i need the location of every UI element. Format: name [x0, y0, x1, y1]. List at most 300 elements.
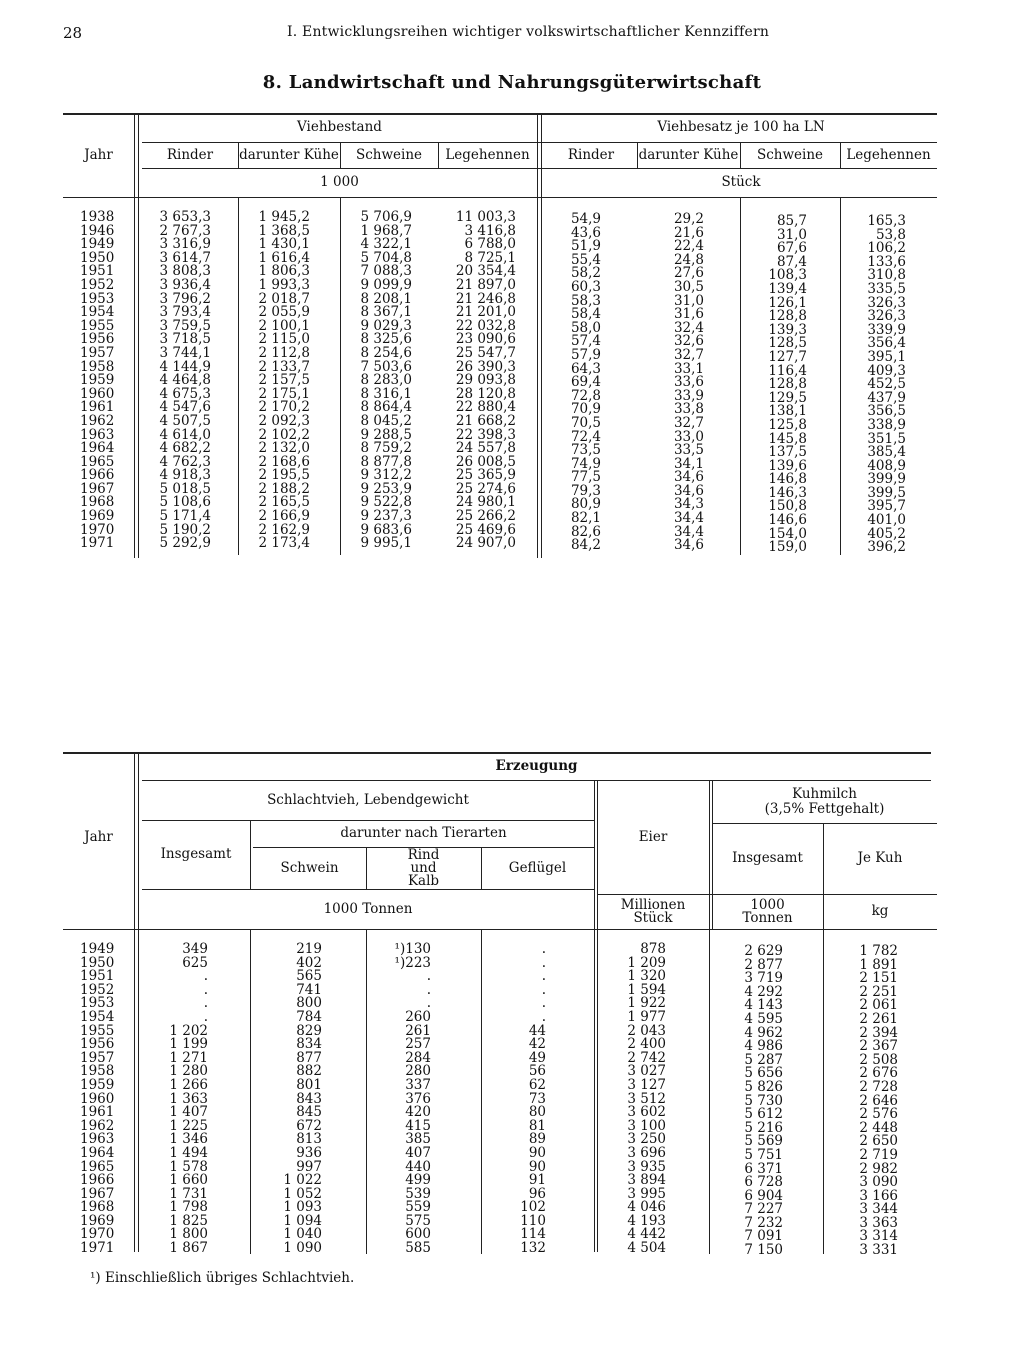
table-cell: 30,5 — [673, 278, 704, 295]
table-cell: 4 507,5 — [159, 412, 211, 429]
table-cell: 3 796,2 — [159, 290, 211, 307]
col-header-insgesamt: Insgesamt — [160, 846, 232, 862]
table-cell: 21,6 — [673, 224, 704, 241]
table-cell: 4 464,8 — [159, 372, 211, 389]
besatz-legehennen-column — [842, 215, 906, 555]
table-cell: . — [541, 1008, 546, 1025]
table-cell: 74,9 — [570, 455, 601, 472]
rind-kalb-column — [370, 943, 431, 1256]
table-cell: 349 — [182, 941, 208, 957]
table-cell: 53,8 — [875, 226, 906, 243]
table-cell: 2 166,9 — [258, 508, 310, 525]
table-cell: 3 936,4 — [159, 276, 211, 293]
table-cell: . — [426, 995, 431, 1012]
table-cell: 1 731 — [169, 1185, 208, 1202]
table-cell: 80 — [528, 1104, 546, 1121]
table-cell: 2 043 — [627, 1022, 666, 1039]
table-cell: 2 877 — [744, 956, 783, 973]
table-cell: 8 254,6 — [360, 344, 412, 361]
table-cell: 2 508 — [859, 1051, 898, 1068]
table-cell: 1 806,3 — [258, 263, 310, 280]
jahr-column-2 — [80, 943, 120, 1256]
col-header-je-kuh: Je Kuh — [857, 850, 903, 866]
section-title: 8. Landwirtschaft und Nahrungsgüterwirtschaft — [262, 72, 762, 93]
table-cell: 7 088,3 — [360, 263, 412, 280]
table-cell: 28 120,8 — [455, 385, 516, 402]
table-cell: 81 — [528, 1117, 546, 1134]
table-cell: 1952 — [80, 981, 115, 998]
table-cell: 7 232 — [744, 1214, 783, 1231]
table-cell: 146,8 — [768, 471, 807, 488]
table-cell: 128,5 — [768, 335, 807, 352]
table-cell: 395,1 — [867, 348, 906, 365]
table-cell: 55,4 — [570, 251, 601, 268]
table-cell: 539 — [405, 1185, 431, 1202]
table-cell: 7 091 — [744, 1228, 783, 1245]
table-cell: 79,3 — [570, 482, 601, 499]
table-cell: 90 — [528, 1158, 546, 1175]
table-cell: 3 090 — [859, 1174, 898, 1191]
table-cell: 3 696 — [627, 1144, 666, 1161]
table-cell: 7 150 — [744, 1242, 783, 1259]
table-cell: 2 650 — [859, 1133, 898, 1150]
table-cell: 625 — [182, 954, 208, 971]
table-cell: . — [426, 968, 431, 985]
table-cell: 49 — [528, 1049, 546, 1066]
table-cell: 31,6 — [673, 306, 704, 323]
table-cell: 1 798 — [169, 1199, 208, 1216]
table-cell: 1956 — [80, 1036, 115, 1053]
table-cell: 3 719 — [744, 970, 783, 987]
table-cell: 3 894 — [627, 1172, 666, 1189]
table-cell: 34,6 — [673, 469, 704, 486]
table-cell: 4 595 — [744, 1010, 783, 1027]
table-cell: 1 320 — [627, 968, 666, 985]
table-cell: 3 331 — [859, 1242, 898, 1259]
table-cell: 420 — [405, 1104, 431, 1121]
table-cell: 1958 — [80, 1063, 115, 1080]
col-header-eier: Eier — [638, 828, 668, 845]
table-cell: 1 225 — [169, 1117, 208, 1134]
table-cell: 128,8 — [768, 308, 807, 325]
table-cell: 440 — [405, 1158, 431, 1175]
table-cell: 2 448 — [859, 1119, 898, 1136]
table-cell: 58,4 — [570, 306, 601, 323]
table-cell: 4 144,9 — [159, 358, 211, 375]
table-cell: 335,5 — [867, 280, 906, 297]
table-cell: 33,1 — [673, 360, 704, 377]
table-cell: 5 292,9 — [159, 535, 211, 552]
col-header-gefluegel: Geflügel — [508, 859, 567, 876]
table-cell: 4 046 — [627, 1199, 666, 1216]
table-cell: 3 995 — [627, 1185, 666, 1202]
table-cell: 2 646 — [859, 1092, 898, 1109]
table-cell: 409,3 — [867, 362, 906, 379]
table-cell: 3 718,5 — [159, 331, 211, 348]
table-cell: 154,0 — [768, 525, 807, 542]
table-cell: 34,1 — [673, 455, 704, 472]
table-cell: 1 616,4 — [258, 249, 310, 266]
table-cell: 165,3 — [867, 213, 906, 229]
table-cell: 125,8 — [768, 416, 807, 433]
table-cell: 2 629 — [744, 943, 783, 959]
table-cell: 2 195,5 — [258, 467, 310, 484]
table-cell: 1960 — [80, 385, 115, 402]
table-cell: 1961 — [80, 1104, 115, 1121]
table-cell: 402 — [296, 954, 322, 971]
eier-column — [600, 943, 666, 1256]
table-cell: 280 — [405, 1063, 431, 1080]
table-cell: 4 193 — [627, 1212, 666, 1229]
table-cell: 25 274,6 — [455, 480, 516, 497]
table-cell: 21 668,2 — [455, 412, 516, 429]
table-cell: 4 918,3 — [159, 467, 211, 484]
col-header-rind-kalb: Rind und Kalb — [407, 846, 440, 889]
table-cell: 257 — [405, 1036, 431, 1053]
table-cell: 29,2 — [673, 211, 704, 227]
table-cell: . — [203, 981, 208, 998]
table-cell: 565 — [296, 968, 322, 985]
table-cell: 4 962 — [744, 1024, 783, 1041]
table-cell: 7 503,6 — [360, 358, 412, 375]
table-cell: 800 — [296, 995, 322, 1012]
table-cell: 159,0 — [768, 539, 807, 556]
table-cell: 3 935 — [627, 1158, 666, 1175]
table-cell: 24 907,0 — [455, 535, 516, 552]
table-cell: 1 363 — [169, 1090, 208, 1107]
table-cell: 56 — [528, 1063, 546, 1080]
table-cell: 84,2 — [570, 537, 601, 554]
table-cell: 415 — [405, 1117, 431, 1134]
table-cell: 73 — [528, 1090, 546, 1107]
table-cell: 2 394 — [859, 1024, 898, 1041]
table-cell: 3 808,3 — [159, 263, 211, 280]
table-cell: 1969 — [80, 1212, 115, 1229]
table-cell: 108,3 — [768, 267, 807, 284]
table-cell: 34,3 — [673, 496, 704, 513]
table-cell: . — [541, 981, 546, 998]
table-cell: 1966 — [80, 467, 115, 484]
table-cell: . — [203, 1008, 208, 1025]
table-cell: 70,9 — [570, 401, 601, 418]
table-cell: 396,2 — [867, 539, 906, 556]
table-cell: 1954 — [80, 304, 115, 321]
table-cell: 1955 — [80, 1022, 115, 1039]
table-cell: 60,3 — [570, 278, 601, 295]
table-cell: 8 283,0 — [360, 372, 412, 389]
table-cell: 133,6 — [867, 253, 906, 270]
table-cell: 129,5 — [768, 389, 807, 406]
table-cell: 3 512 — [627, 1090, 666, 1107]
table-cell: 26 390,3 — [455, 358, 516, 375]
col-header-jahr: Jahr — [84, 146, 113, 163]
table-cell: 2 132,0 — [258, 440, 310, 457]
table-cell: 82,6 — [570, 523, 601, 540]
table-cell: 5 706,9 — [360, 209, 412, 225]
table-cell: 2 728 — [859, 1078, 898, 1095]
table-cell: 1 093 — [283, 1199, 322, 1216]
table-cell: 2 133,7 — [258, 358, 310, 375]
kuehe-column — [240, 211, 310, 551]
table-cell: 2 168,6 — [258, 453, 310, 470]
table-cell: 126,1 — [768, 294, 807, 311]
table-cell: 3 100 — [627, 1117, 666, 1134]
table-cell: 34,6 — [673, 482, 704, 499]
table-cell: 69,4 — [570, 374, 601, 391]
table-cell: 110 — [520, 1212, 546, 1229]
table-cell: 85,7 — [776, 213, 807, 229]
table-cell: 3 027 — [627, 1063, 666, 1080]
table-cell: 32,6 — [673, 333, 704, 350]
besatz-kuehe-column — [640, 213, 704, 553]
table-cell: 6 728 — [744, 1174, 783, 1191]
table-cell: 21 246,8 — [455, 290, 516, 307]
table-cell: 1 280 — [169, 1063, 208, 1080]
col-header-b-schweine: Schweine — [756, 146, 824, 163]
table-cell: 8 759,2 — [360, 440, 412, 457]
table-cell: 1959 — [80, 372, 115, 389]
table-cell: 32,7 — [673, 414, 704, 431]
table-cell: 2 400 — [627, 1036, 666, 1053]
col-header-darunter: darunter nach Tierarten — [340, 825, 507, 841]
table-cell: 1 578 — [169, 1158, 208, 1175]
table-cell: 64,3 — [570, 360, 601, 377]
table-cell: 26 008,5 — [455, 453, 516, 470]
table-cell: 82,1 — [570, 510, 601, 527]
table-cell: 8 045,2 — [360, 412, 412, 429]
table-cell: 4 322,1 — [360, 236, 412, 253]
table-cell: 452,5 — [867, 376, 906, 393]
table-cell: 1 594 — [627, 981, 666, 998]
table-cell: 1 800 — [169, 1226, 208, 1243]
table-cell: 58,2 — [570, 265, 601, 282]
col-header-kuhmilch: Kuhmilch (3,5% Fettgehalt) — [764, 785, 885, 817]
table-cell: 5 171,4 — [159, 508, 211, 525]
table-cell: 9 288,5 — [360, 426, 412, 443]
table-cell: 27,6 — [673, 265, 704, 282]
table-cell: 261 — [405, 1022, 431, 1039]
table-cell: 91 — [528, 1172, 546, 1189]
table-cell: 1953 — [80, 995, 115, 1012]
table-cell: 1 202 — [169, 1022, 208, 1039]
table-cell: 2 100,1 — [258, 317, 310, 334]
table-cell: 1970 — [80, 1226, 115, 1243]
table-cell: 1 430,1 — [258, 236, 310, 253]
col-header-viehbestand: Viehbestand — [297, 119, 382, 135]
table-cell: 499 — [405, 1172, 431, 1189]
table-cell: 1 368,5 — [258, 222, 310, 239]
table-cell: 1963 — [80, 426, 115, 443]
table-cell: 34,4 — [673, 523, 704, 540]
table-cell: 4 614,0 — [159, 426, 211, 443]
table-cell: 25 547,7 — [455, 344, 516, 361]
table-cell: 25 365,9 — [455, 467, 516, 484]
table-cell: 138,1 — [768, 403, 807, 420]
table-cell: 2 092,3 — [258, 412, 310, 429]
table-cell: 3 166 — [859, 1187, 898, 1204]
table-cell: 77,5 — [570, 469, 601, 486]
table-cell: 9 312,2 — [360, 467, 412, 484]
table-cell: 1953 — [80, 290, 115, 307]
table-cell: 284 — [405, 1049, 431, 1066]
table-cell: 672 — [296, 1117, 322, 1134]
table-cell: 326,3 — [867, 294, 906, 311]
table-cell: 2 251 — [859, 983, 898, 1000]
table-cell: 9 099,9 — [360, 276, 412, 293]
table-cell: 31,0 — [776, 226, 807, 243]
table-cell: 90 — [528, 1144, 546, 1161]
table-cell: 2 157,5 — [258, 372, 310, 389]
table-cell: 31,0 — [673, 292, 704, 309]
table-cell: 6 371 — [744, 1160, 783, 1177]
table-cell: 351,5 — [867, 430, 906, 447]
table-cell: 2 261 — [859, 1010, 898, 1027]
table-cell: 128,8 — [768, 376, 807, 393]
table-cell: 784 — [296, 1008, 322, 1025]
table-cell: 139,6 — [768, 457, 807, 474]
table-cell: . — [426, 981, 431, 998]
col-header-b-legehennen: Legehennen — [846, 146, 931, 163]
table-cell: 145,8 — [768, 430, 807, 447]
table-cell: 8 877,8 — [360, 453, 412, 470]
table-cell: 399,9 — [867, 471, 906, 488]
table-cell: 1955 — [80, 317, 115, 334]
table-cell: 1 090 — [283, 1240, 322, 1257]
table-cell: 310,8 — [867, 267, 906, 284]
table-cell: 575 — [405, 1212, 431, 1229]
table-cell: 3 759,5 — [159, 317, 211, 334]
table-cell: 1 891 — [859, 956, 898, 973]
table-cell: 385 — [405, 1131, 431, 1148]
table-cell: 4 762,3 — [159, 453, 211, 470]
table-cell: 1971 — [80, 535, 115, 552]
table-cell: 437,9 — [867, 389, 906, 406]
table-cell: 3 744,1 — [159, 344, 211, 361]
table-cell: 1970 — [80, 521, 115, 538]
col-header-b-kuehe: darunter Kühe — [638, 146, 739, 163]
col-header-kuehe: darunter Kühe — [239, 146, 339, 163]
table-cell: 260 — [405, 1008, 431, 1025]
table-cell: 73,5 — [570, 442, 601, 459]
table-cell: 22 398,3 — [455, 426, 516, 443]
table-cell: 1950 — [80, 954, 115, 971]
table-cell: 2 102,2 — [258, 426, 310, 443]
col-header-b-rinder: Rinder — [567, 146, 615, 163]
table-cell: 43,6 — [570, 224, 601, 241]
table-cell: 6 788,0 — [464, 236, 516, 253]
table-cell: 8 725,1 — [464, 249, 516, 266]
col-header-rinder: Rinder — [166, 146, 214, 163]
col-header-viehbesatz: Viehbesatz je 100 ha LN — [657, 119, 825, 135]
table-cell: 70,5 — [570, 414, 601, 431]
table-cell: 2 188,2 — [258, 480, 310, 497]
table-cell: 67,6 — [776, 240, 807, 257]
table-cell: 1 052 — [283, 1185, 322, 1202]
table-cell: 6 904 — [744, 1187, 783, 1204]
table-cell: 339,9 — [867, 321, 906, 338]
table-cell: 4 292 — [744, 983, 783, 1000]
table-cell: 9 995,1 — [360, 535, 412, 552]
table-cell: 3 602 — [627, 1104, 666, 1121]
table-cell: 600 — [405, 1226, 431, 1243]
col-header-schlachtvieh: Schlachtvieh, Lebendgewicht — [267, 791, 469, 808]
schweine-column — [342, 211, 412, 551]
table-cell: 57,4 — [570, 333, 601, 350]
table-cell: 801 — [296, 1076, 322, 1093]
col-header-erzeugung: Erzeugung — [495, 757, 578, 774]
unit-label-kg: kg — [871, 903, 889, 919]
table-cell: 34,4 — [673, 510, 704, 527]
table-cell: 2 170,2 — [258, 399, 310, 416]
table-cell: 408,9 — [867, 457, 906, 474]
table-cell: 219 — [296, 941, 322, 957]
table-cell: 23 090,6 — [455, 331, 516, 348]
table-cell: 1962 — [80, 412, 115, 429]
table-cell: 1938 — [80, 209, 115, 225]
table-cell: 72,4 — [570, 428, 601, 445]
table-cell: 3 416,8 — [464, 222, 516, 239]
table-cell: 1 209 — [627, 954, 666, 971]
table-cell: 51,9 — [570, 238, 601, 255]
col-header-legehennen: Legehennen — [445, 146, 530, 163]
table-cell: 22 032,8 — [455, 317, 516, 334]
besatz-rinder-column — [545, 213, 601, 553]
table-cell: 127,7 — [768, 348, 807, 365]
unit-label-1000: 1 000 — [320, 174, 359, 190]
table-cell: 2 112,8 — [258, 344, 310, 361]
table-cell: 1960 — [80, 1090, 115, 1107]
table-cell: 3 344 — [859, 1201, 898, 1218]
table-cell: 356,4 — [867, 335, 906, 352]
table-cell: 878 — [640, 941, 666, 957]
table-cell: 137,5 — [768, 444, 807, 461]
table-cell: 116,4 — [768, 362, 807, 379]
table-cell: 32,4 — [673, 319, 704, 336]
table-cell: 877 — [296, 1049, 322, 1066]
table-cell: 44 — [528, 1022, 546, 1039]
table-cell: 5 704,8 — [360, 249, 412, 266]
table-cell: 385,4 — [867, 444, 906, 461]
table-cell: 1949 — [80, 941, 115, 957]
schwein-column — [260, 943, 322, 1256]
table-cell: 146,6 — [768, 512, 807, 529]
table-cell: 1952 — [80, 276, 115, 293]
table-cell: 42 — [528, 1036, 546, 1053]
table-cell: 5 287 — [744, 1051, 783, 1068]
table-cell: 997 — [296, 1158, 322, 1175]
table-cell: 1957 — [80, 1049, 115, 1066]
unit-label-mio-stueck: Millionen Stück — [620, 896, 686, 926]
table-cell: 399,5 — [867, 484, 906, 501]
table-cell: 395,7 — [867, 498, 906, 515]
table-cell: 5 569 — [744, 1133, 783, 1150]
table-cell: . — [203, 968, 208, 985]
table-cell: 1969 — [80, 508, 115, 525]
table-cell: 21 201,0 — [455, 304, 516, 321]
table-cell: 337 — [405, 1076, 431, 1093]
table-cell: 114 — [520, 1226, 546, 1243]
table-cell: 585 — [405, 1240, 431, 1257]
table-cell: 3 314 — [859, 1228, 898, 1245]
table-cell: 132 — [520, 1240, 546, 1257]
table-cell: 29 093,8 — [455, 372, 516, 389]
table-cell: 813 — [296, 1131, 322, 1148]
table-cell: 401,0 — [867, 512, 906, 529]
table-cell: 3 250 — [627, 1131, 666, 1148]
table-cell: 1957 — [80, 344, 115, 361]
table-cell: 1 199 — [169, 1036, 208, 1053]
milch-column — [715, 945, 783, 1258]
